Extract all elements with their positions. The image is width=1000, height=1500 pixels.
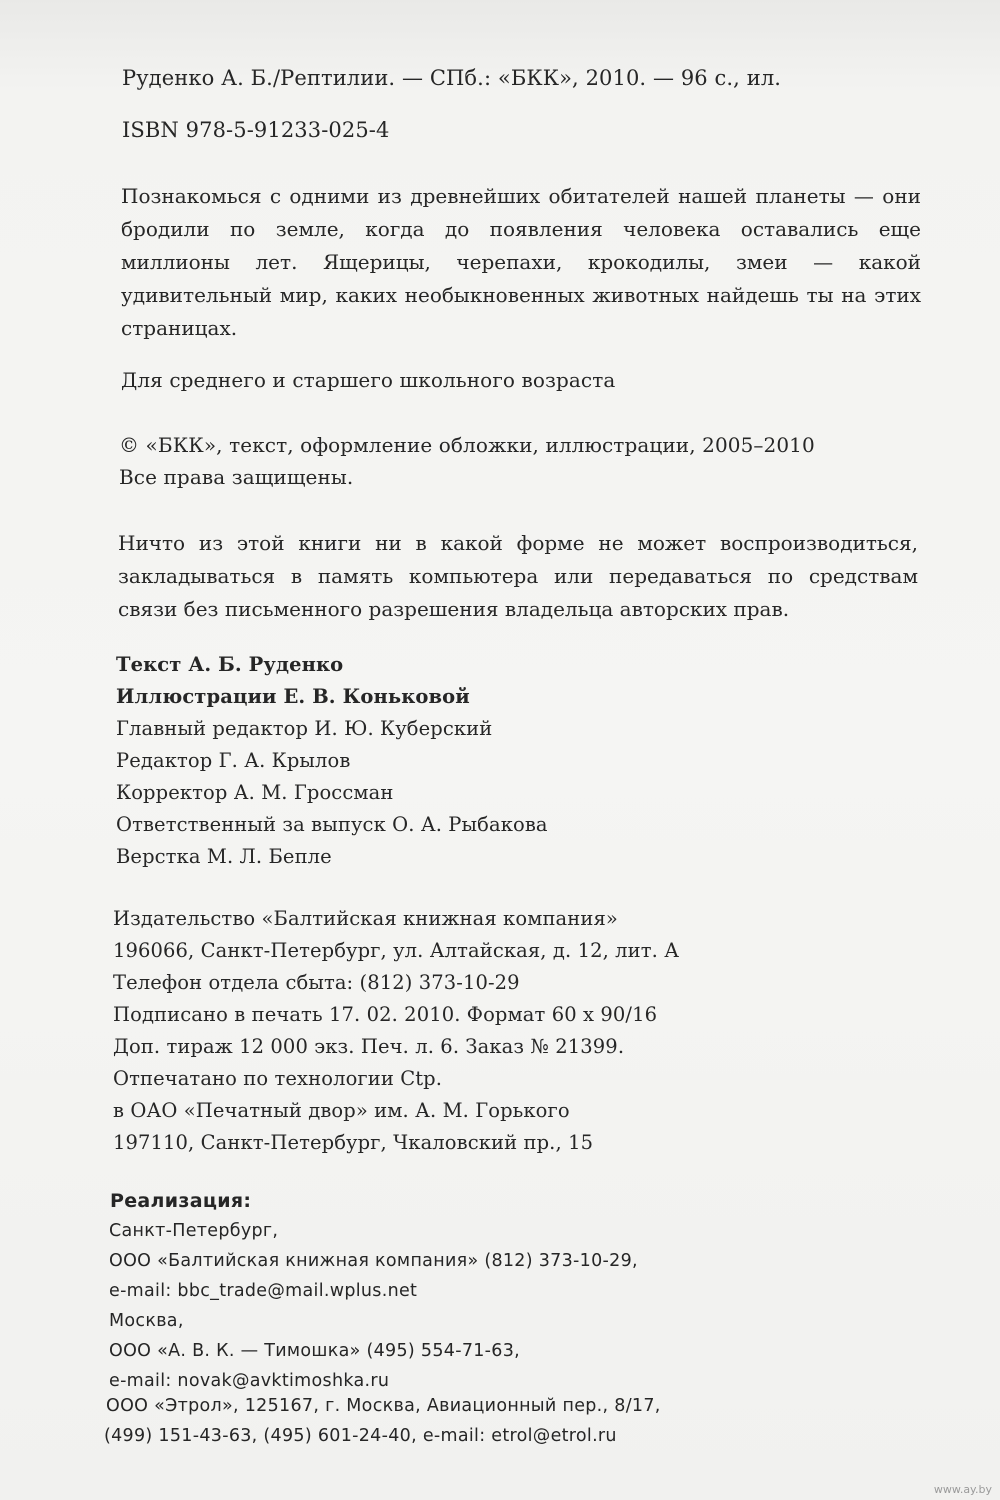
rights-reserved: Все права защищены. <box>119 465 354 489</box>
annotation-paragraph: Познакомься с одними из древнейших обитателей нашей планеты — они бродили по земле, когда до появления человека оставались еще миллионы лет. Ящерицы, черепахи, крокодилы, змеи — какой удивительный мир, каких необыкновенных животных найдешь ты на этих страницах. <box>121 184 921 340</box>
distribution-line: (499) 151-43-63, (495) 601-24-40, e-mail: etrol@etrol.ru <box>104 1426 617 1446</box>
imprint-line: Отпечатано по технологии Ctp. <box>113 1067 443 1090</box>
credit-release-manager: Ответственный за выпуск О. А. Рыбакова <box>116 813 548 836</box>
audience-note: Для среднего и старшего школьного возраста <box>121 368 616 392</box>
distribution-heading: Реализация: <box>110 1190 252 1212</box>
imprint-line: 197110, Санкт-Петербург, Чкаловский пр., 15 <box>113 1131 594 1154</box>
distribution-line: ООО «Балтийская книжная компания» (812) 373-10-29, <box>109 1251 638 1271</box>
distribution-line: Москва, <box>109 1311 184 1331</box>
imprint-line: Издательство «Балтийская книжная компания» <box>113 907 618 930</box>
imprint-line: в ОАО «Печатный двор» им. А. М. Горького <box>113 1099 570 1122</box>
imprint-line: Подписано в печать 17. 02. 2010. Формат 60 x 90/16 <box>113 1003 658 1026</box>
imprint-line: Доп. тираж 12 000 экз. Печ. л. 6. Заказ № 21399. <box>113 1035 625 1058</box>
copyright-line: © «БКК», текст, оформление обложки, иллюстрации, 2005–2010 <box>119 433 815 457</box>
credit-illustrator: Иллюстрации Е. В. Коньковой <box>116 685 470 708</box>
distribution-line: ООО «А. В. К. — Тимошка» (495) 554-71-63, <box>109 1341 521 1361</box>
credit-proofreader: Корректор А. М. Гроссман <box>116 781 394 804</box>
distribution-line: ООО «Этрол», 125167, г. Москва, Авиационный пер., 8/17, <box>106 1396 661 1416</box>
bibliographic-record: Руденко А. Б./Рептилии. — СПб.: «БКК», 2010. — 96 с., ил. <box>122 66 782 90</box>
distribution-line: e-mail: bbc_trade@mail.wplus.net <box>109 1281 418 1301</box>
watermark: www.ay.by <box>933 1483 992 1496</box>
imprint-line: Телефон отдела сбыта: (812) 373-10-29 <box>113 971 520 994</box>
distribution-line: Санкт-Петербург, <box>109 1221 279 1241</box>
credit-text-author: Текст А. Б. Руденко <box>116 653 344 676</box>
rights-notice-paragraph: Ничто из этой книги ни в какой форме не может воспроизводиться, закладываться в память компьютера или передаваться по средствам связи без письменного разрешения владельца авторских прав. <box>118 531 918 621</box>
isbn: ISBN 978-5-91233-025-4 <box>122 118 390 142</box>
credit-layout: Верстка М. Л. Бепле <box>116 845 332 868</box>
distribution-line: e-mail: novak@avktimoshka.ru <box>109 1371 390 1391</box>
imprint-line: 196066, Санкт-Петербург, ул. Алтайская, д. 12, лит. А <box>113 939 680 962</box>
credit-chief-editor: Главный редактор И. Ю. Куберский <box>116 717 493 740</box>
credit-editor: Редактор Г. А. Крылов <box>116 749 351 772</box>
